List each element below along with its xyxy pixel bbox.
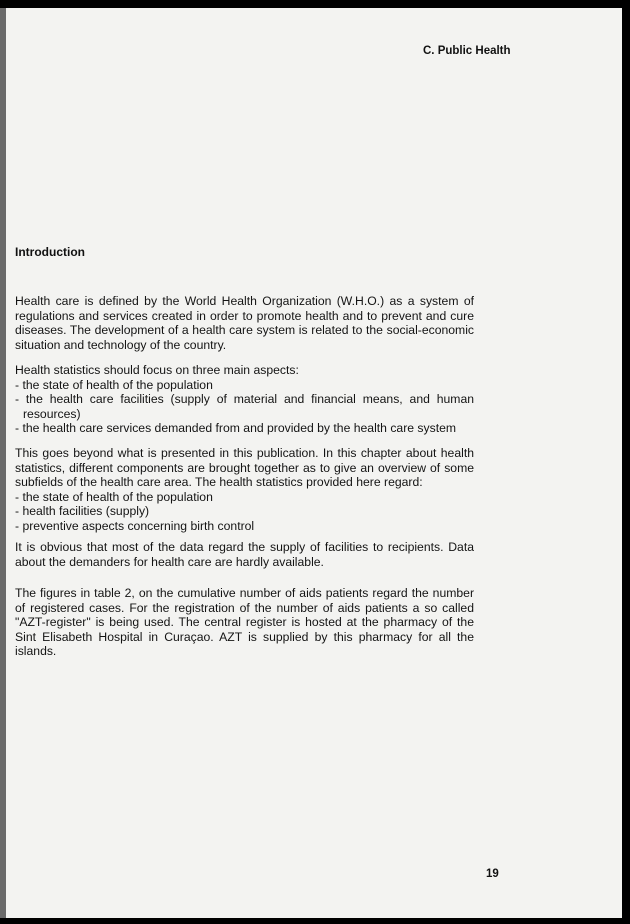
paragraph-aspects [15,363,474,436]
list-item: - the health care services demanded from and provided by the health care system [15,421,457,436]
page-number: 19 [486,868,499,880]
text-line: Health statistics should focus on three main aspects: [15,363,299,377]
text-line: situation and technology of the country. [15,337,227,352]
paragraph-definition [15,294,474,352]
text-line: about the demanders for health care are hardly available. [15,554,324,569]
text-line: "AZT-register" is being used. The central register is hosted at the pharmacy of the [15,615,474,630]
text-line: The figures in table 2, on the cumulative number of aids patients regard the number [15,586,474,600]
document-page [6,8,622,918]
text-line: This goes beyond what is presented in this publication. In this chapter about health [15,446,474,460]
text-line: of registered cases. For the registration of the number of aids patients a so called [15,600,474,615]
text-line: Health care is defined by the World Health Organization (W.H.O.) as a system of [15,294,474,308]
text-line: Sint Elisabeth Hospital in Curaçao. AZT is supplied by this pharmacy for all the [15,629,474,644]
text-line: It is obvious that most of the data regard the supply of facilities to recipients. Data [15,540,474,554]
paragraph-chapter-scope [15,446,474,534]
text-line: diseases. The development of a health care system is related to the social-economic [15,323,474,338]
paragraph-aids-register [15,586,474,659]
text-line: regulations and services created in order to promote health and to prevent and cure [15,308,474,323]
list-item-continuation: resources) [23,406,81,421]
list-item: - the health care facilities (supply of material and financial means, and human [15,392,474,407]
text-line: subfields of the health care area. The health statistics provided here regard: [15,475,423,490]
list-item: - preventive aspects concerning birth control [15,518,255,533]
list-item: - the state of health of the population [15,377,213,392]
list-item: - health facilities (supply) [15,504,150,519]
text-line: statistics, different components are brought together as to give an overview of some [15,460,474,475]
list-item: - the state of health of the population [15,489,213,504]
text-line: islands. [15,644,57,659]
introduction-heading: Introduction [15,245,85,259]
section-header: C. Public Health [423,45,511,57]
paragraph-data-availability [15,540,474,569]
